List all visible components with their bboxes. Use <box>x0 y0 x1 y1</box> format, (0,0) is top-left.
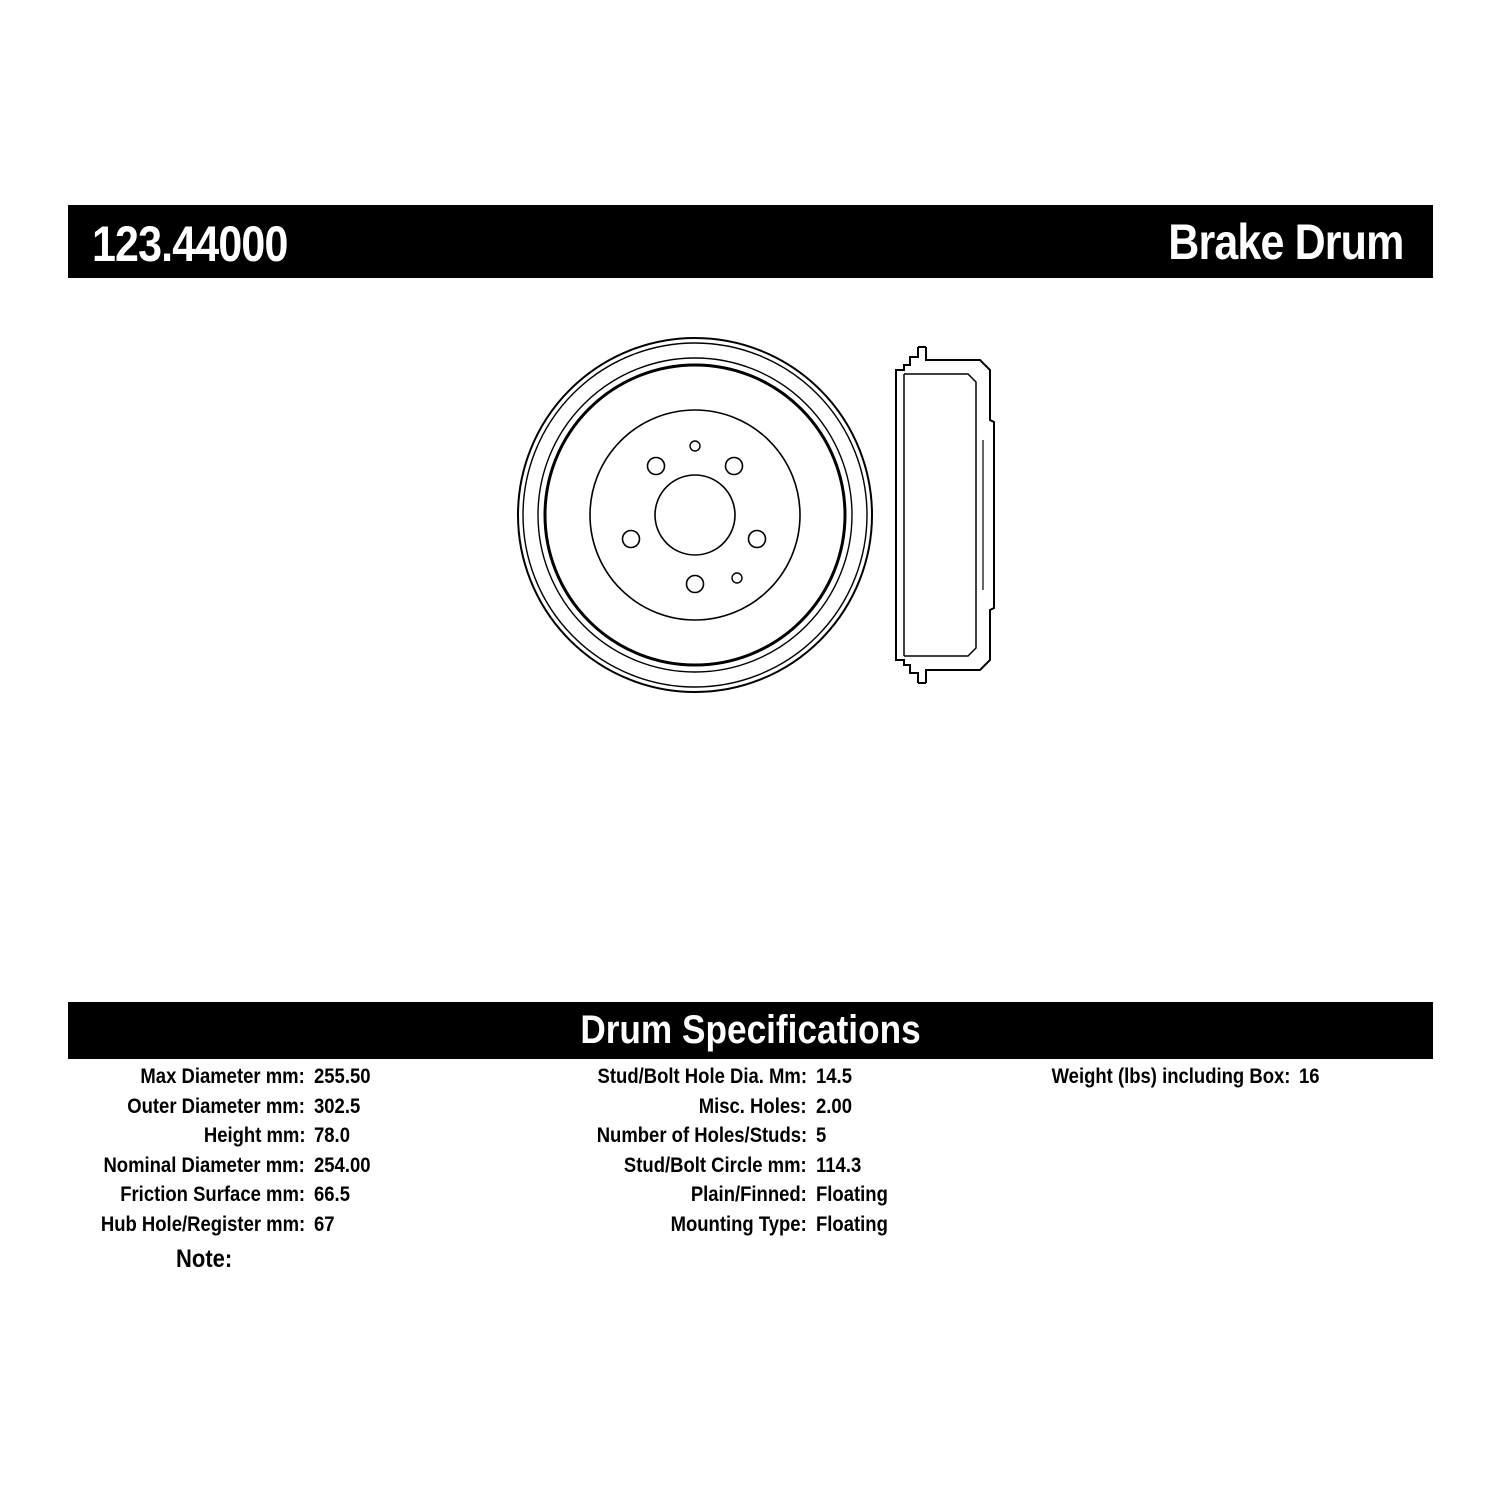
spec-row <box>500 1180 807 1210</box>
specifications-header-bar <box>68 1002 1433 1059</box>
spec-row <box>0 1062 305 1092</box>
spec-row <box>500 1121 807 1151</box>
part-number: 123.44000 <box>92 216 288 272</box>
spec-row <box>816 1092 1016 1122</box>
stud-hole <box>623 531 640 548</box>
spec-label: Stud/Bolt Hole Dia. Mm: <box>597 1065 807 1088</box>
spec-value: 66.5 <box>314 1183 350 1206</box>
spec-label: Max Diameter mm: <box>140 1065 305 1088</box>
stud-hole <box>687 576 704 593</box>
spec-label: Friction Surface mm: <box>120 1183 305 1206</box>
brake-drum-front-view-icon <box>518 338 872 692</box>
spec-label: Outer Diameter mm: <box>127 1095 305 1118</box>
spec-row <box>816 1062 1016 1092</box>
misc-hole <box>732 573 742 583</box>
spec-row <box>314 1180 514 1210</box>
spec-value: 14.5 <box>816 1065 852 1088</box>
spec-label: Weight (lbs) including Box: <box>1051 1065 1290 1088</box>
spec-value: 67 <box>314 1213 335 1236</box>
spec-row <box>314 1151 514 1181</box>
spec-value: Floating <box>816 1213 888 1236</box>
brake-drum-side-view-icon <box>896 347 994 683</box>
spec-row <box>314 1210 514 1240</box>
spec-value: 2.00 <box>816 1095 852 1118</box>
spec-label: Nominal Diameter mm: <box>103 1154 305 1177</box>
note-label: Note: <box>176 1245 233 1273</box>
stud-hole <box>749 531 766 548</box>
spec-value: 255.50 <box>314 1065 371 1088</box>
spec-row <box>0 1151 305 1181</box>
spec-label: Height mm: <box>203 1124 305 1147</box>
spec-row <box>816 1210 1016 1240</box>
spec-label: Number of Holes/Studs: <box>596 1124 807 1147</box>
spec-row <box>314 1092 514 1122</box>
spec-row <box>0 1180 305 1210</box>
spec-value: 16 <box>1299 1065 1320 1088</box>
spec-row <box>314 1062 514 1092</box>
spec-label: Misc. Holes: <box>699 1095 807 1118</box>
spec-value: 302.5 <box>314 1095 361 1118</box>
spec-row <box>0 1121 305 1151</box>
spec-row <box>500 1210 807 1240</box>
spec-row <box>816 1121 1016 1151</box>
spec-value: 114.3 <box>816 1154 862 1177</box>
spec-row <box>1299 1062 1449 1092</box>
spec-label: Mounting Type: <box>670 1213 807 1236</box>
spec-row <box>816 1180 1016 1210</box>
spec-row <box>0 1092 305 1122</box>
spec-value: 78.0 <box>314 1124 350 1147</box>
spec-row <box>500 1092 807 1122</box>
stud-hole <box>726 458 743 475</box>
spec-value: 5 <box>816 1124 827 1147</box>
misc-hole <box>690 441 700 451</box>
spec-row <box>500 1151 807 1181</box>
spec-value: 254.00 <box>314 1154 371 1177</box>
spec-row <box>314 1121 514 1151</box>
product-name: Brake Drum <box>1167 214 1403 270</box>
spec-label: Hub Hole/Register mm: <box>100 1213 305 1236</box>
stud-hole <box>648 458 665 475</box>
spec-row <box>0 1210 305 1240</box>
spec-row <box>1000 1062 1290 1092</box>
spec-row <box>816 1151 1016 1181</box>
spec-row <box>500 1062 807 1092</box>
spec-label: Stud/Bolt Circle mm: <box>624 1154 807 1177</box>
spec-value: Floating <box>816 1183 888 1206</box>
specifications-title: Drum Specifications <box>580 1008 921 1052</box>
spec-label: Plain/Finned: <box>690 1183 807 1206</box>
